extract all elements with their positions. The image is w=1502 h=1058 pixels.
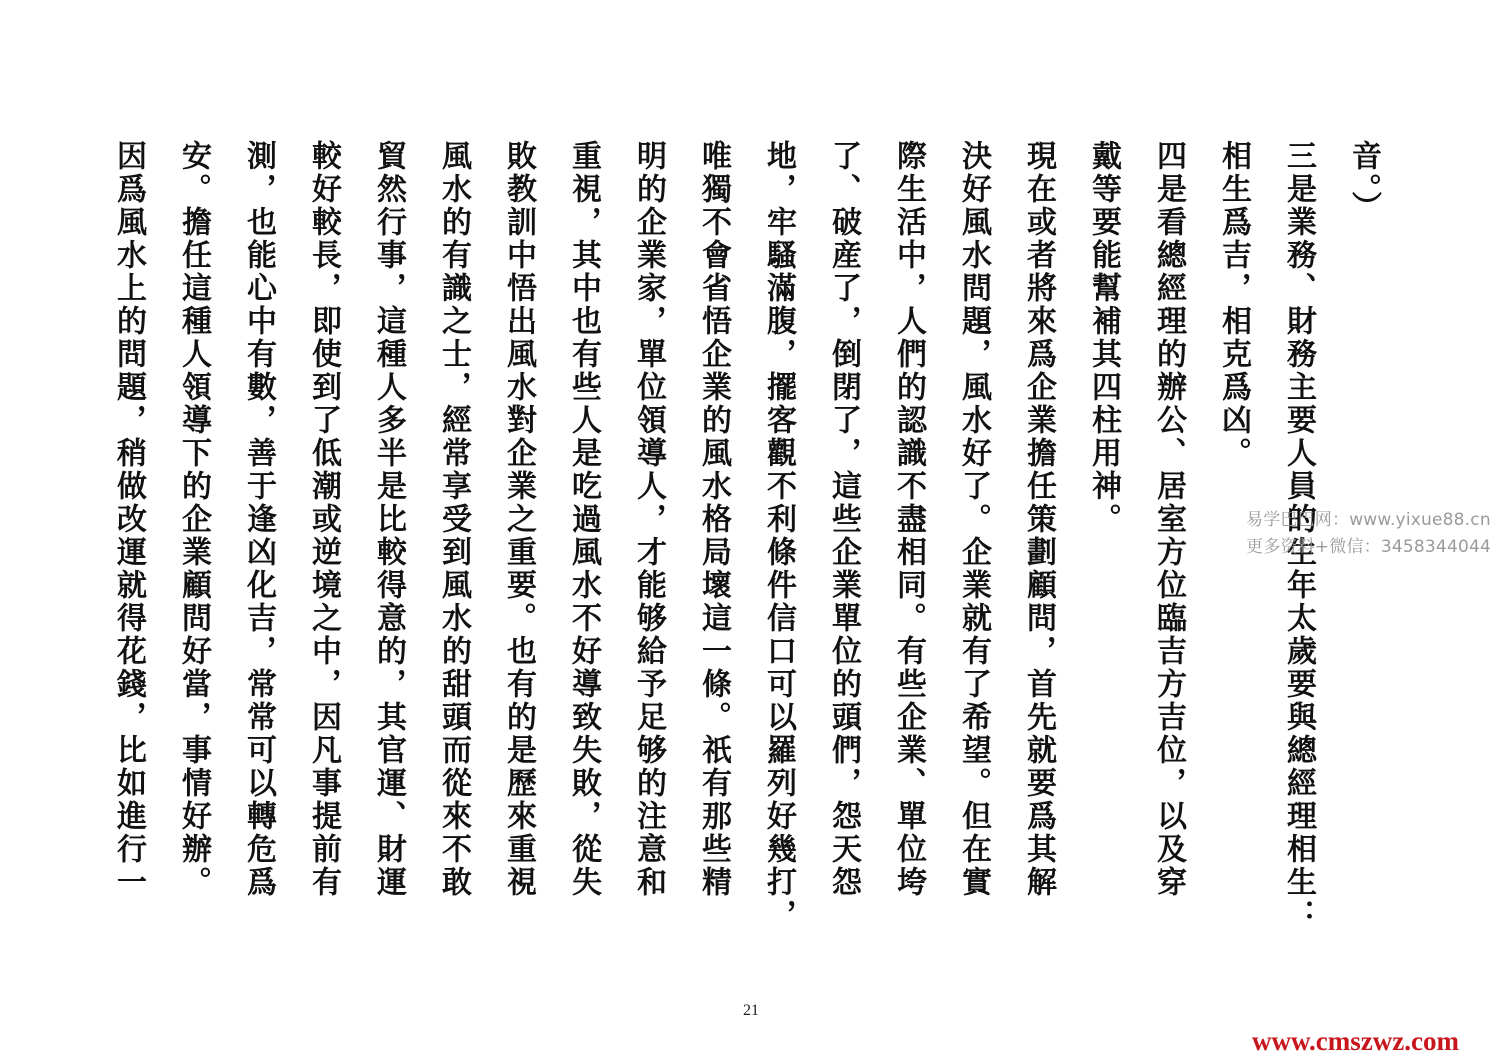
page-number: 21 bbox=[743, 1002, 759, 1019]
text-column: 較好較長，即使到了低潮或逆境之中，因凡事提前有 bbox=[306, 140, 341, 899]
text-column: 相生爲吉，相克爲凶。 bbox=[1216, 140, 1251, 470]
text-column: 四是看總經理的辦公、居室方位臨吉方吉位，以及穿 bbox=[1151, 140, 1186, 899]
text-column: 敗教訓中悟出風水對企業之重要。也有的是歷來重視 bbox=[501, 140, 536, 899]
text-column: 決好風水問題，風水好了。企業就有了希望。但在實 bbox=[956, 140, 991, 899]
text-column: 唯獨不會省悟企業的風水格局壞這一條。祇有那些精 bbox=[696, 140, 731, 899]
text-column: 明的企業家，單位領導人，才能够給予足够的注意和 bbox=[631, 140, 666, 899]
text-column: 了、破産了，倒閉了，這些企業單位的頭們，怨天怨 bbox=[826, 140, 861, 899]
text-column: 三是業務、財務主要人員的生年太歲要與總經理相生： bbox=[1281, 140, 1316, 932]
site-logo: www.cmszwz.com bbox=[1252, 1026, 1459, 1056]
text-column: 安。擔任這種人領導下的企業顧問好當，事情好辦。 bbox=[176, 140, 211, 899]
text-column: 際生活中，人們的認識不盡相同。有些企業、單位垮 bbox=[891, 140, 926, 899]
vertical-text-body bbox=[96, 140, 1396, 930]
text-column: 重視，其中也有些人是吃過風水不好導致失敗，從失 bbox=[566, 140, 601, 899]
watermark-line-1: 易学巴巴网：www.yixue88.cn bbox=[1246, 510, 1491, 530]
text-column: 現在或者將來爲企業擔任策劃顧問，首先就要爲其解 bbox=[1021, 140, 1056, 899]
text-column: 貿然行事，這種人多半是比較得意的，其官運、財運 bbox=[371, 140, 406, 899]
watermark-line-2: 更多资料+微信：3458344044 bbox=[1246, 537, 1492, 557]
text-column: 戴等要能幫補其四柱用神。 bbox=[1086, 140, 1121, 536]
text-column: 風水的有識之士，經常享受到風水的甜頭而從來不敢 bbox=[436, 140, 471, 899]
text-column: 音。） bbox=[1346, 140, 1381, 224]
text-column: 測，也能心中有數，善于逢凶化吉，常常可以轉危爲 bbox=[241, 140, 276, 899]
text-column: 因爲風水上的問題，稍做改運就得花錢，比如進行一 bbox=[111, 140, 146, 899]
text-column: 地，牢騷滿腹，擺客觀不利條件信口可以羅列好幾打， bbox=[761, 140, 796, 932]
